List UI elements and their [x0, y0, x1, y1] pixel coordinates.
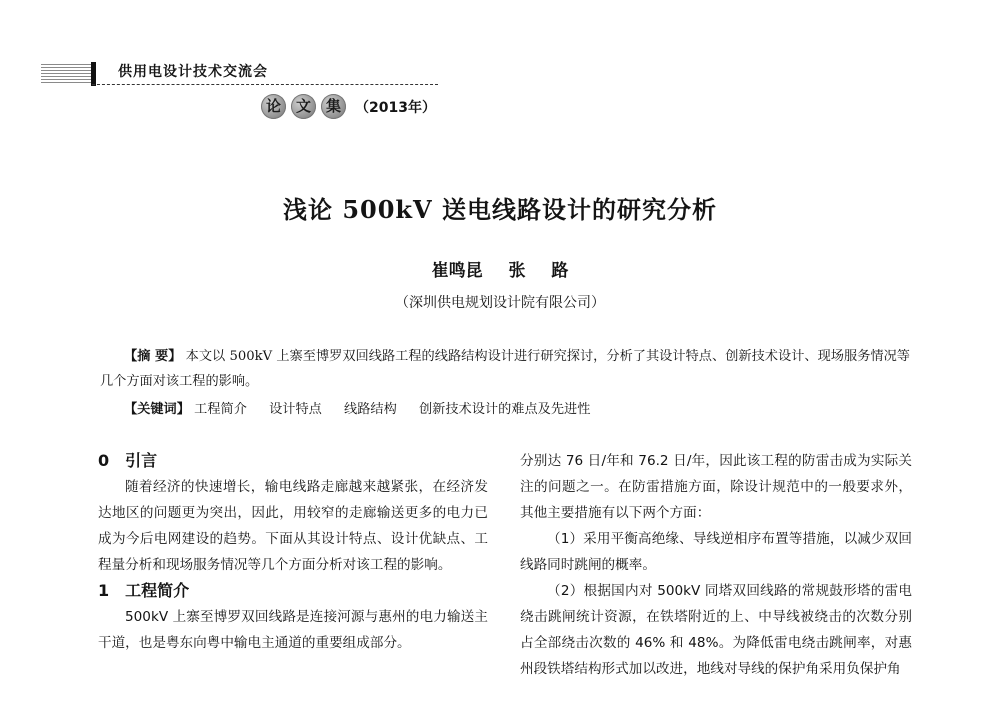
- section-number: 0: [98, 451, 110, 470]
- keyword-item: 创新技术设计的难点及先进性: [419, 402, 591, 417]
- abstract-label: 【摘 要】: [124, 349, 182, 364]
- abstract: [100, 344, 910, 394]
- paper-affiliation: （深圳供电规划设计院有限公司）: [395, 295, 605, 311]
- keywords-label: 【关键词】: [124, 402, 190, 417]
- list-item: （1）采用平衡高绝缘、导线逆相序布置等措施，以减少双回线路同时跳闸的概率。: [520, 531, 912, 573]
- paper-authors: 崔鸣昆 张 路: [431, 261, 569, 281]
- keyword-item: 线路结构: [344, 402, 397, 417]
- header-stripe-decoration: [41, 64, 93, 84]
- running-header-year: （2013年）: [355, 100, 436, 116]
- badge-char-2: 文: [291, 94, 316, 119]
- section-heading-1: [98, 578, 488, 604]
- section-title: 工程简介: [125, 581, 190, 600]
- section-title: 引言: [125, 451, 158, 470]
- header-dotted-rule: [92, 84, 438, 85]
- header-tick-mark: [91, 62, 96, 86]
- section-heading-0: [98, 448, 488, 474]
- badge-char-1: 论: [261, 94, 286, 119]
- list-item: （2）根据国内对 500kV 同塔双回线路的常规鼓形塔的雷电绕击跳闸统计资源，在铁塔附近的上、中导线被绕击的次数分别占全部绕击次数的 46% 和 48%。为降低雷电绕击跳闸率，对惠州段铁塔结构形式加以改进，地线对导线的保护角采用负保护角: [520, 583, 912, 677]
- collection-badges: [261, 94, 346, 119]
- keyword-item: 设计特点: [269, 402, 322, 417]
- abstract-text: 本文以 500kV 上寨至博罗双回线路工程的线路结构设计进行研究探讨，分析了其设计特点、创新技术设计、现场服务情况等几个方面对该工程的影响。: [100, 349, 910, 389]
- keywords: [124, 398, 608, 417]
- body-paragraph: 随着经济的快速增长，输电线路走廊越来越紧张，在经济发达地区的问题更为突出，因此，用较窄的走廊输送更多的电力已成为今后电网建设的趋势。下面从其设计特点、设计优缺点、工程量分析和现场服务情况等几个方面分析对该工程的影响。: [98, 479, 488, 573]
- body-left-column: [98, 448, 488, 656]
- body-paragraph-continued: 分别达 76 日/年和 76.2 日/年，因此该工程的防雷击成为实际关注的问题之一。在防雷措施方面，除设计规范中的一般要求外，其他主要措施有以下两个方面：: [520, 453, 912, 521]
- body-right-column: [520, 448, 912, 682]
- keyword-item: 工程简介: [194, 402, 247, 417]
- body-paragraph: 500kV 上寨至博罗双回线路是连接河源与惠州的电力输送主干道，也是粤东向粤中输电主通道的重要组成部分。: [98, 609, 488, 651]
- badge-char-3: 集: [321, 94, 346, 119]
- running-header-title: 供用电设计技术交流会: [118, 64, 268, 80]
- section-number: 1: [98, 581, 110, 600]
- paper-title: 浅论 500kV 送电线路设计的研究分析: [282, 195, 718, 224]
